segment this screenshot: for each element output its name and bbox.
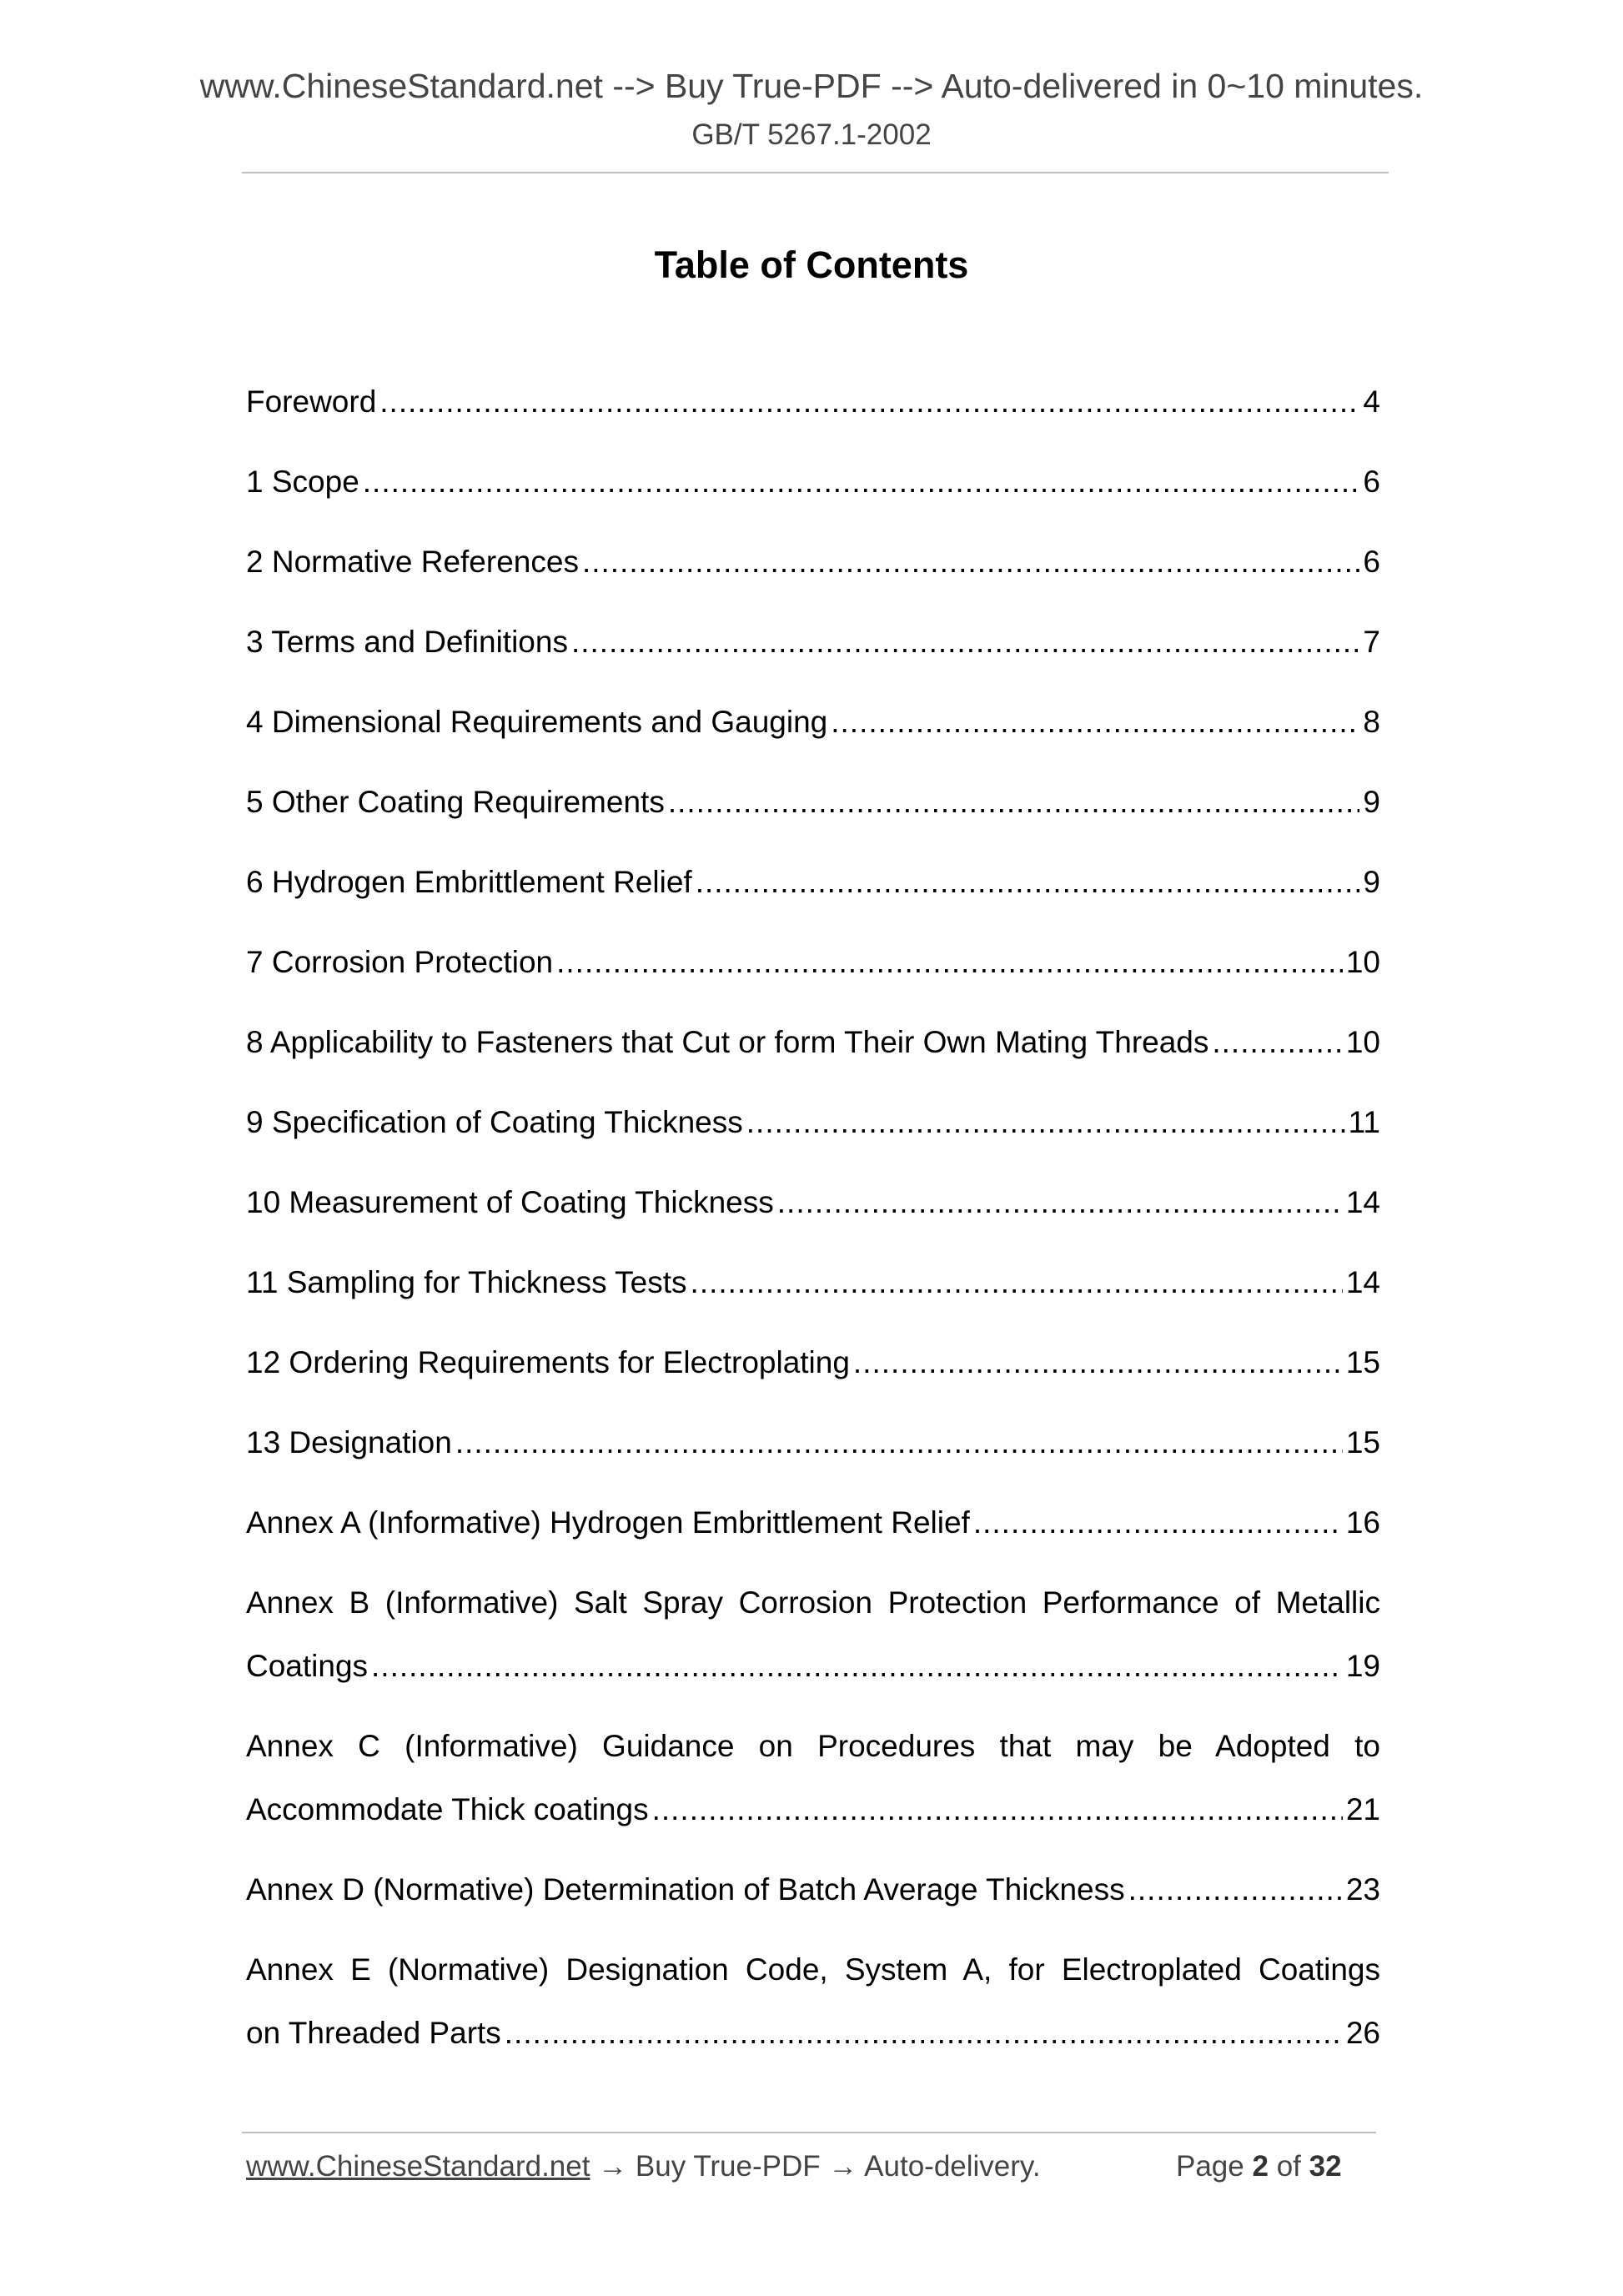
toc-entry-page: 19 xyxy=(1345,1649,1380,1683)
toc-entry-page: 14 xyxy=(1345,1185,1380,1219)
toc-entry-label: Accommodate Thick coatings xyxy=(246,1792,649,1826)
toc-entry-label: 12 Ordering Requirements for Electroplating xyxy=(246,1345,850,1379)
toc-entry[interactable] xyxy=(246,1183,1380,1263)
toc-entry-page: 4 xyxy=(1363,384,1380,419)
toc-leader-dots xyxy=(853,1343,1343,1383)
toc-entry-label: 11 Sampling for Thickness Tests xyxy=(246,1265,687,1299)
toc-entry-label: 3 Terms and Definitions xyxy=(246,625,568,659)
toc-leader-dots xyxy=(379,382,1359,422)
page-label: Page xyxy=(1176,2150,1244,2183)
toc-leader-dots xyxy=(691,1263,1343,1303)
page-indicator xyxy=(1176,2150,1342,2183)
table-of-contents xyxy=(246,382,1380,2063)
toc-entry-label-line1: Annex E (Normative) Designation Code, System A, for Electroplated Coatings xyxy=(246,1952,1380,1987)
toc-entry[interactable] xyxy=(246,542,1380,622)
toc-leader-dots xyxy=(571,622,1359,662)
toc-entry[interactable] xyxy=(246,862,1380,942)
toc-entry-page: 10 xyxy=(1345,1025,1380,1059)
toc-entry-label: Coatings xyxy=(246,1649,369,1683)
toc-leader-dots xyxy=(556,942,1343,982)
toc-entry-label: 6 Hydrogen Embrittlement Relief xyxy=(246,865,692,899)
toc-entry-page: 7 xyxy=(1363,625,1380,659)
toc-leader-dots xyxy=(777,1183,1343,1223)
toc-entry[interactable] xyxy=(246,1950,1380,2063)
toc-entry-page: 9 xyxy=(1363,865,1380,899)
toc-leader-dots xyxy=(696,862,1360,902)
toc-entry[interactable] xyxy=(246,622,1380,702)
toc-leader-dots xyxy=(455,1423,1343,1463)
toc-entry[interactable] xyxy=(246,1263,1380,1343)
header-banner: www.ChineseStandard.net --> Buy True-PDF --> Auto-delivered in 0~10 minutes. xyxy=(199,67,1424,105)
toc-entry[interactable] xyxy=(246,942,1380,1022)
toc-entry-page: 9 xyxy=(1363,785,1380,819)
toc-entry[interactable] xyxy=(246,1870,1380,1950)
footer-promo xyxy=(246,2150,1041,2183)
toc-entry-page: 21 xyxy=(1345,1792,1380,1826)
footer-site-link[interactable]: www.ChineseStandard.net xyxy=(246,2150,590,2183)
toc-entry-page: 16 xyxy=(1345,1505,1380,1540)
toc-leader-dots xyxy=(371,1646,1343,1686)
current-page-number: 2 xyxy=(1252,2150,1269,2183)
toc-entry-label: 4 Dimensional Requirements and Gauging xyxy=(246,705,828,739)
page-title: Table of Contents xyxy=(654,244,969,286)
toc-entry-page: 8 xyxy=(1363,705,1380,739)
toc-leader-dots xyxy=(668,782,1360,822)
toc-leader-dots xyxy=(363,462,1360,502)
toc-entry-page: 14 xyxy=(1345,1265,1380,1299)
total-pages-number: 32 xyxy=(1309,2150,1342,2183)
toc-entry-label: 8 Applicability to Fasteners that Cut or form Their Own Mating Threads xyxy=(246,1025,1209,1059)
toc-entry-label: 10 Measurement of Coating Thickness xyxy=(246,1185,774,1219)
of-label: of xyxy=(1276,2150,1301,2183)
toc-entry-label: 2 Normative References xyxy=(246,545,579,579)
toc-entry-label: 7 Corrosion Protection xyxy=(246,945,554,979)
toc-entry[interactable] xyxy=(246,782,1380,862)
toc-entry[interactable] xyxy=(246,1423,1380,1503)
toc-leader-dots xyxy=(582,542,1359,582)
toc-entry[interactable] xyxy=(246,702,1380,782)
toc-entry-page: 10 xyxy=(1345,945,1380,979)
footer-divider xyxy=(242,2132,1376,2133)
toc-entry-page: 6 xyxy=(1363,465,1380,499)
toc-leader-dots xyxy=(1212,1022,1342,1063)
footer-promo-text: → Buy True-PDF → Auto-delivery. xyxy=(590,2150,1041,2183)
toc-leader-dots xyxy=(973,1503,1343,1543)
toc-entry[interactable] xyxy=(246,1343,1380,1423)
toc-entry-label: on Threaded Parts xyxy=(246,2016,501,2050)
toc-entry-label: 13 Designation xyxy=(246,1425,452,1459)
toc-entry-page: 23 xyxy=(1345,1872,1380,1907)
header-standard-code: GB/T 5267.1-2002 xyxy=(691,118,932,151)
toc-entry[interactable] xyxy=(246,382,1380,462)
toc-entry-label: 9 Specification of Coating Thickness xyxy=(246,1105,743,1139)
toc-entry-page: 26 xyxy=(1345,2016,1380,2050)
toc-entry[interactable] xyxy=(246,1103,1380,1183)
toc-entry-page: 15 xyxy=(1345,1425,1380,1459)
toc-entry-page: 11 xyxy=(1348,1105,1380,1139)
toc-entry-label: Annex D (Normative) Determination of Batch Average Thickness xyxy=(246,1872,1125,1907)
toc-entry-label-line1: Annex B (Informative) Salt Spray Corrosion Protection Performance of Metallic xyxy=(246,1585,1380,1620)
toc-entry-page: 15 xyxy=(1345,1345,1380,1379)
toc-entry[interactable] xyxy=(246,1583,1380,1726)
toc-leader-dots xyxy=(652,1790,1343,1830)
toc-leader-dots xyxy=(831,702,1359,742)
toc-entry-page: 6 xyxy=(1363,545,1380,579)
toc-entry[interactable] xyxy=(246,462,1380,542)
toc-entry[interactable] xyxy=(246,1503,1380,1583)
toc-leader-dots xyxy=(505,2013,1343,2053)
toc-entry-label-line1: Annex C (Informative) Guidance on Procedures that may be Adopted to xyxy=(246,1729,1380,1763)
toc-leader-dots xyxy=(746,1103,1345,1143)
toc-entry[interactable] xyxy=(246,1726,1380,1870)
toc-entry-label: Foreword xyxy=(246,384,377,419)
header-divider xyxy=(242,172,1389,173)
toc-entry-label: Annex A (Informative) Hydrogen Embrittlement Relief xyxy=(246,1505,970,1540)
toc-entry-label: 5 Other Coating Requirements xyxy=(246,785,665,819)
toc-leader-dots xyxy=(1128,1870,1343,1910)
toc-entry-label: 1 Scope xyxy=(246,465,359,499)
toc-entry[interactable] xyxy=(246,1022,1380,1103)
